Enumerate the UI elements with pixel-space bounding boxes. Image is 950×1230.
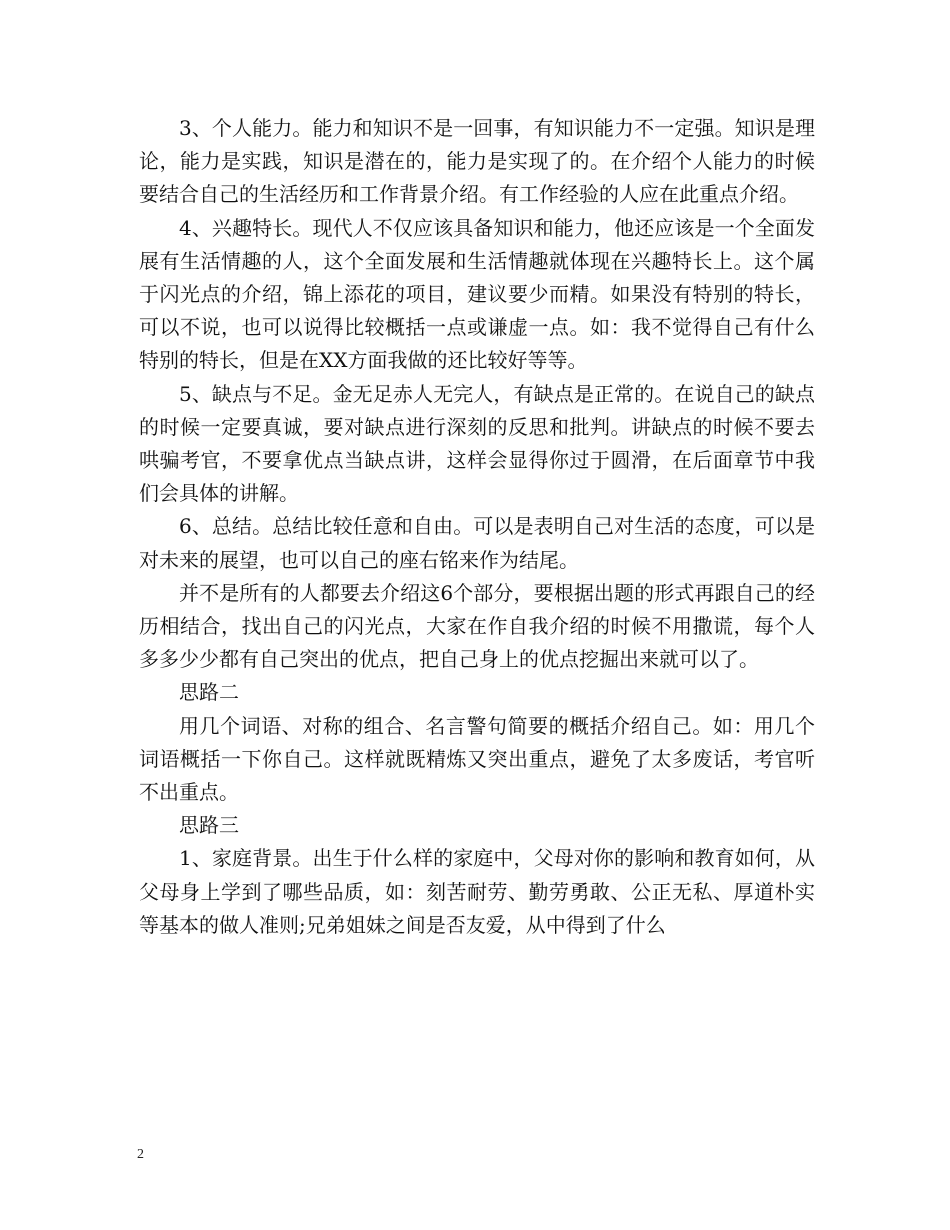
paragraph-summary: 6、总结。总结比较任意和自由。可以是表明自己对生活的态度，可以是对未来的展望，也可以自己的座右铭来作为结尾。 (139, 514, 815, 572)
page-number: 2 (137, 1147, 144, 1162)
paragraph-shortcomings: 5、缺点与不足。金无足赤人无完人，有缺点是正常的。在说自己的缺点的时候一定要真诚，要对缺点进行深刻的反思和批判。讲缺点的时候不要去哄骗考官，不要拿优点当缺点讲，这样会显得你过于圆滑，在后面章节中我们会具体的讲解。 (139, 381, 815, 506)
paragraph-closing-note: 并不是所有的人都要去介绍这6个部分，要根据出题的形式再跟自己的经历相结合，找出自己的闪光点，大家在作自我介绍的时候不用撒谎，每个人多多少少都有自己突出的优点，把自己身上的优点挖掘出来就可以了。 (139, 580, 815, 672)
paragraph-personal-ability: 3、个人能力。能力和知识不是一回事，有知识能力不一定强。知识是理论，能力是实践，知识是潜在的，能力是实现了的。在介绍个人能力的时候要结合自己的生活经历和工作背景介绍。有工作经验的人应在此重点介绍。 (139, 116, 815, 207)
paragraph-interests-specialties: 4、兴趣特长。现代人不仅应该具备知识和能力，他还应该是一个全面发展有生活情趣的人，这个全面发展和生活情趣就体现在兴趣特长上。这个属于闪光点的介绍，锦上添花的项目，建议要少而精。如果没有特别的特长，可以不说，也可以说得比较概括一点或谦虚一点。如：我不觉得自己有什么特别的特长，但是在XX方面我做的还比较好等等。 (139, 215, 815, 373)
heading-approach-two: 思路二 (179, 680, 239, 705)
page-body (139, 112, 815, 942)
paragraph-approach-two: 用几个词语、对称的组合、名言警句简要的概括介绍自己。如：用几个词语概括一下你自己。这样就既精炼又突出重点，避免了太多废话，考官听不出重点。 (139, 713, 815, 805)
heading-approach-three: 思路三 (179, 813, 239, 838)
paragraph-family-background: 1、家庭背景。出生于什么样的家庭中，父母对你的影响和教育如何，从父母身上学到了哪些品质，如：刻苦耐劳、勤劳勇敢、公正无私、厚道朴实等基本的做人准则;兄弟姐妹之间是否友爱，从中得到了什么 (139, 846, 815, 937)
